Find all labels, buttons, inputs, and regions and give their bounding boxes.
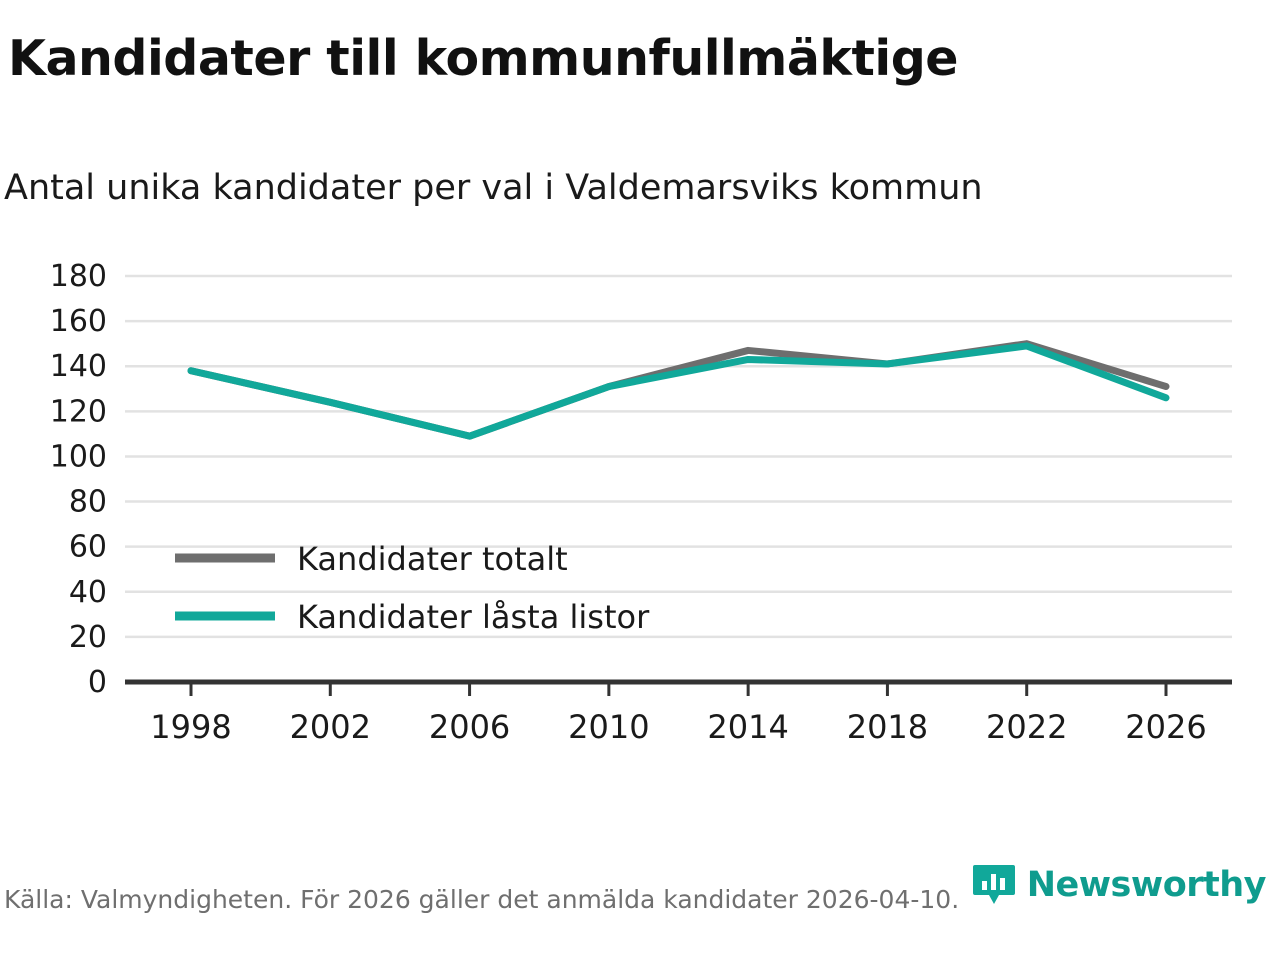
y-axis-labels <box>50 259 107 700</box>
y-tick-label: 40 <box>68 574 107 610</box>
page-title: Kandidater till kommunfullmäktige <box>8 30 959 87</box>
chart-svg <box>0 248 1280 758</box>
page-subtitle: Antal unika kandidater per val i Valdemarsviks kommun <box>4 168 983 208</box>
x-tick-label: 2022 <box>985 708 1068 746</box>
legend-label: Kandidater totalt <box>297 540 568 578</box>
y-tick-label: 0 <box>87 665 107 700</box>
source-note: Källa: Valmyndigheten. För 2026 gäller det anmälda kandidater 2026-04-10. <box>4 885 960 914</box>
chart-gridlines <box>125 276 1232 637</box>
y-tick-label: 100 <box>49 439 107 475</box>
x-tick-label: 2006 <box>428 708 511 746</box>
y-tick-label: 140 <box>49 349 107 385</box>
newsworthy-logo-icon <box>971 862 1017 908</box>
x-tick-label: 2002 <box>289 708 372 746</box>
y-tick-label: 60 <box>68 529 107 565</box>
y-tick-label: 20 <box>68 619 107 655</box>
x-tick-label: 2026 <box>1125 708 1207 746</box>
x-axis-labels <box>150 708 1206 746</box>
x-tick-label: 2018 <box>846 708 929 746</box>
y-tick-label: 80 <box>68 484 107 520</box>
y-tick-label: 180 <box>49 259 107 294</box>
chart-legend <box>175 540 650 636</box>
chart-series <box>191 344 1166 436</box>
x-tick-label: 2014 <box>707 708 789 746</box>
x-tick-label: 2010 <box>568 708 650 746</box>
brand-logo-group <box>971 862 1266 908</box>
brand-name: Newsworthy <box>1026 865 1266 905</box>
line-chart <box>0 248 1280 758</box>
x-axis <box>125 682 1232 696</box>
legend-label: Kandidater låsta listor <box>297 598 650 636</box>
x-tick-label: 1998 <box>150 708 232 746</box>
y-tick-label: 160 <box>49 304 107 340</box>
series-line <box>191 344 1166 436</box>
y-tick-label: 120 <box>49 394 107 430</box>
series-line <box>191 346 1166 436</box>
